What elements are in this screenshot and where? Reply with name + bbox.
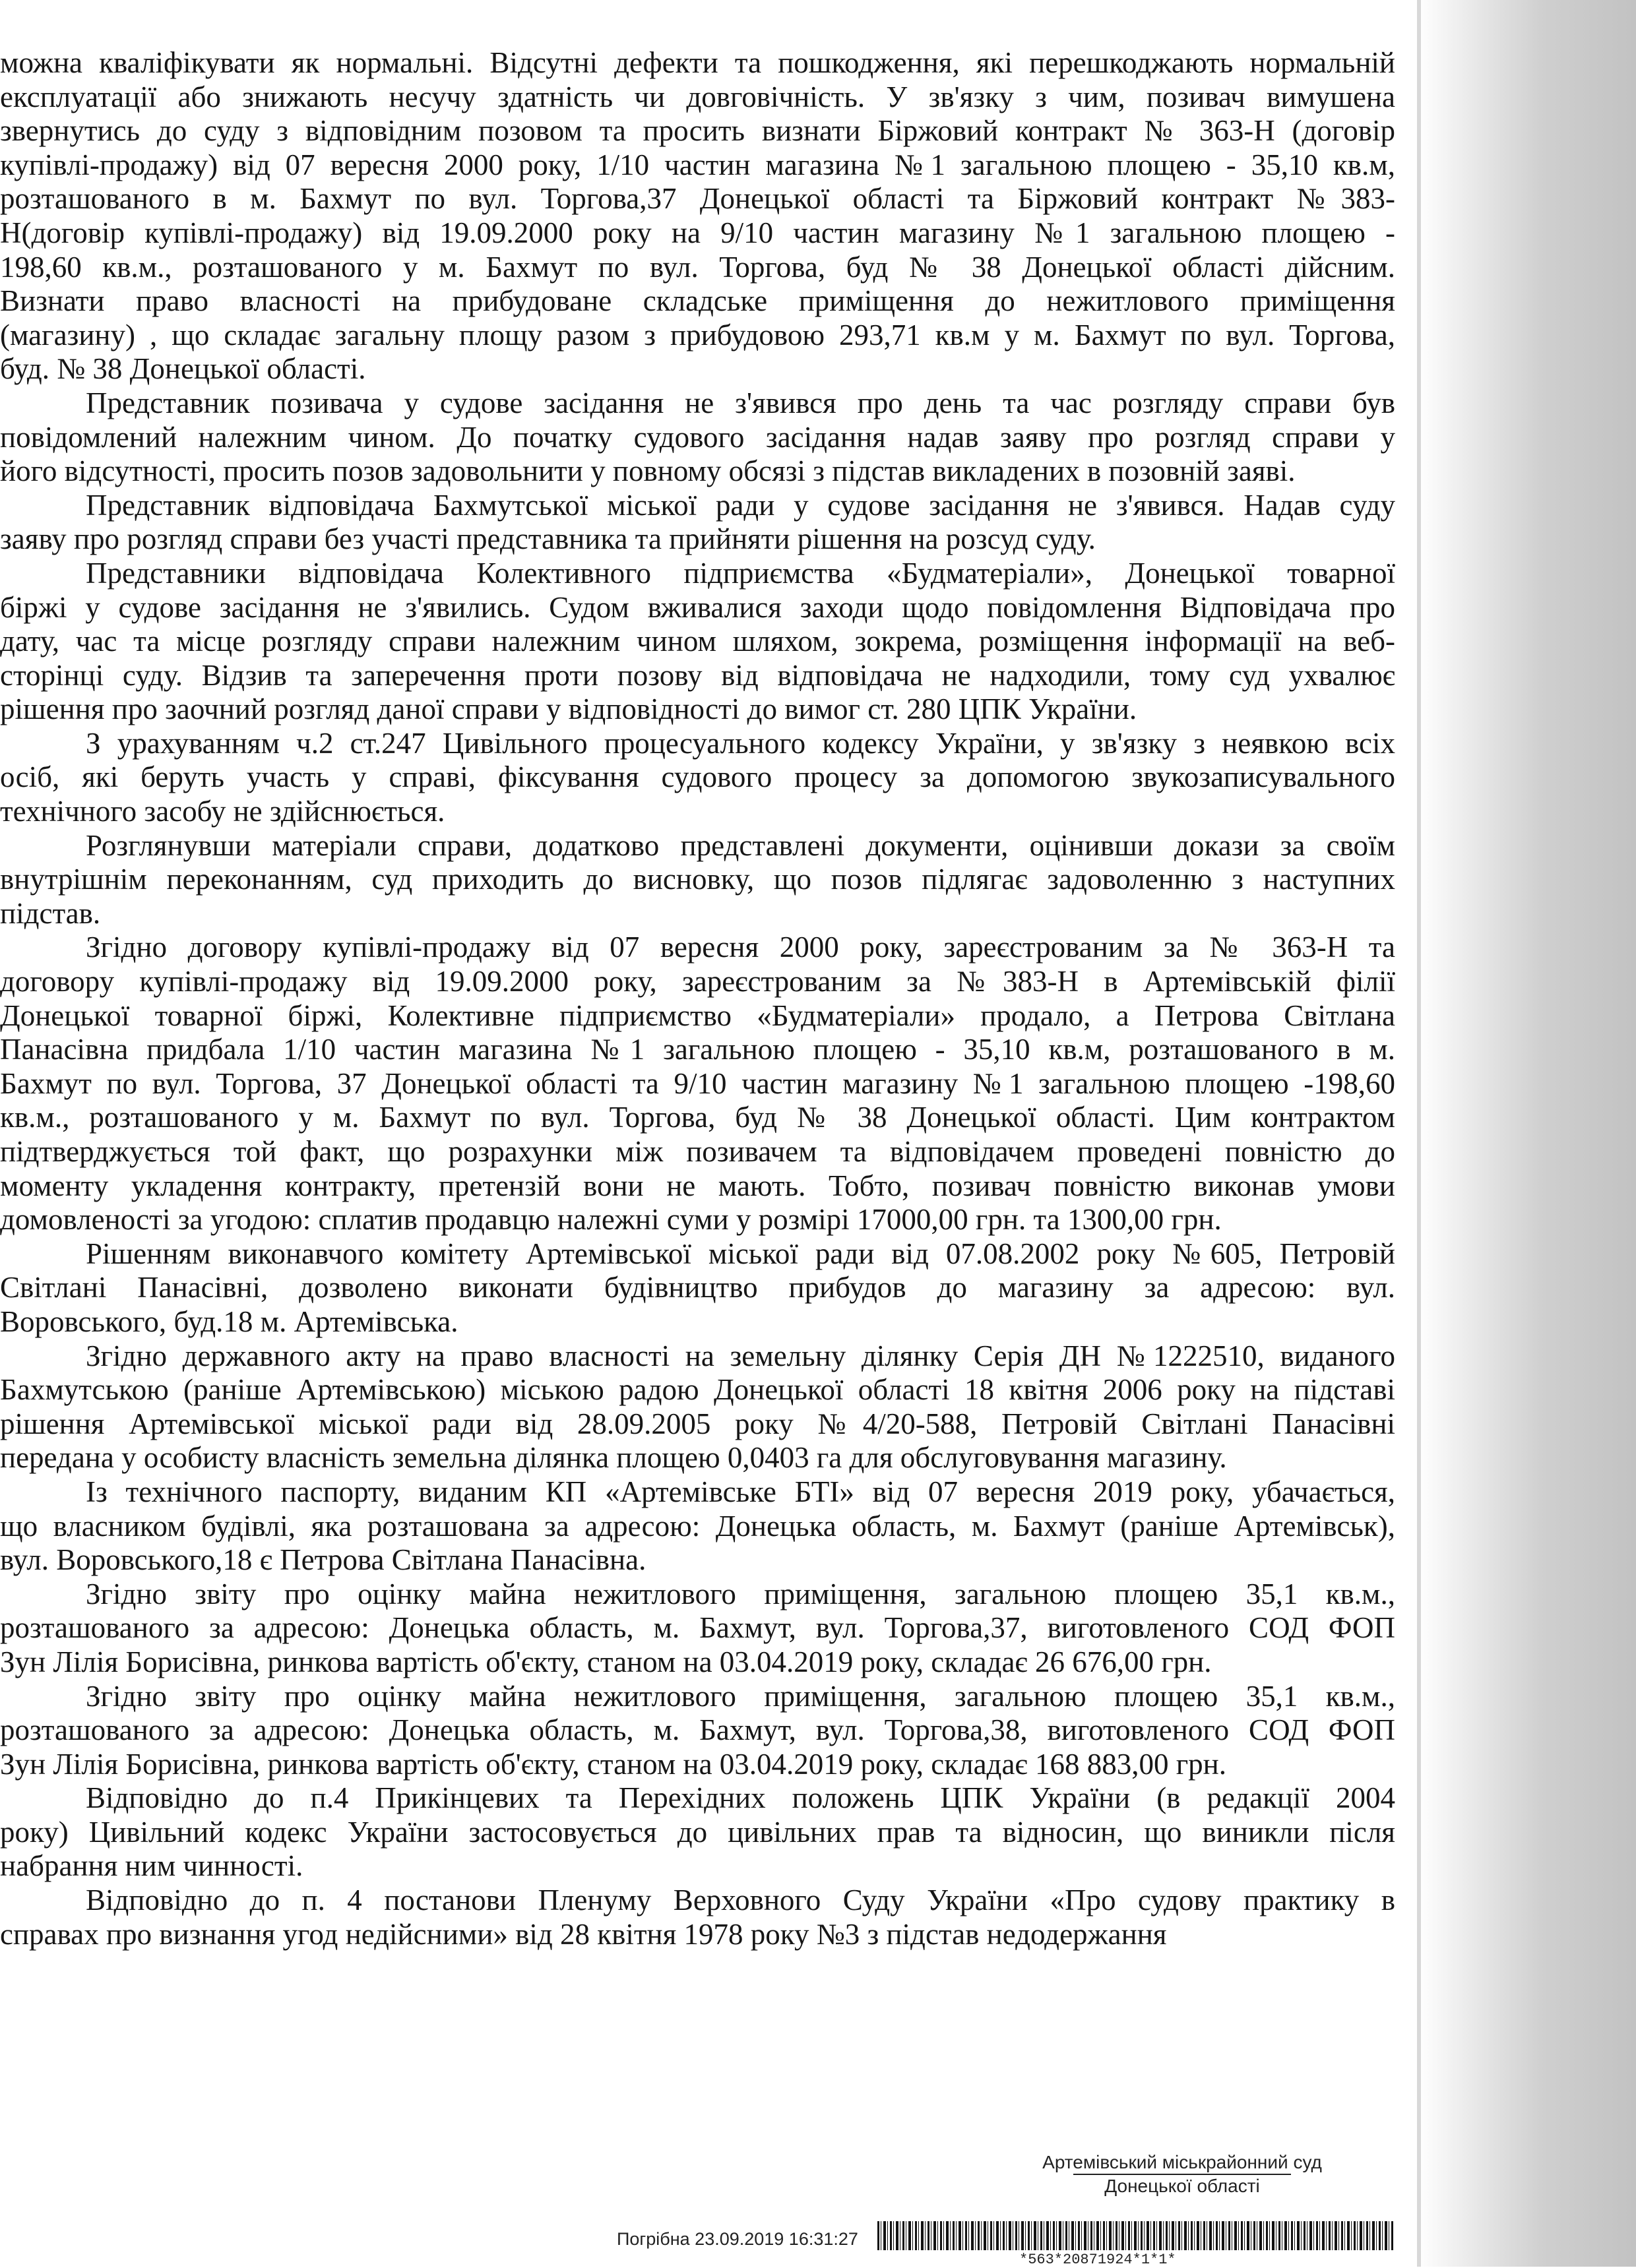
text-line: розташованого за адресою: Донецька область, м. Бахмут, вул. Торгова,38, виготовленого СОД ФОП [0,1713,1395,1747]
barcode [877,2221,1393,2250]
paragraph [0,727,1395,829]
text-line: кв.м., розташованого у м. Бахмут по вул. Торгова, буд № 38 Донецької області. Цим контрактом [0,1101,1395,1134]
text-line: моменту укладення контракту, претензій вони не мають. Тобто, позивач повністю виконав умови [0,1169,1395,1202]
text-line: Донецької товарної біржі, Колективне підприємство «Будматеріали» продало, а Петрова Світлана [0,998,1395,1032]
paragraph [0,931,1395,1237]
court-footer [971,2151,1393,2197]
text-line: Із технічного паспорту, виданим КП «Артемівське БТІ» від 07 вересня 2019 року, убачається, [86,1475,1395,1508]
text-line: підтверджується той факт, що розрахунки між позивачем та відповідачем проведені повністю до [0,1135,1395,1168]
text-line: Згідно звіту про оцінку майна нежитлового приміщення, загальною площею 35,1 кв.м., [86,1577,1395,1610]
text-line: Зун Лілія Борисівна, ринкова вартість об'єкту, станом на 03.04.2019 року, складає 26 676,00 грн. [0,1645,1212,1678]
text-line: Представники відповідача Колективного підприємства «Будматеріали», Донецької товарної [86,556,1395,590]
text-line: рішення про заочний розгляд даної справи у відповідності до вимог ст. 280 ЦПК України. [0,692,1137,726]
text-line: набрання ним чинності. [0,1849,303,1883]
text-line: його відсутності, просить позов задовольнити у повному обсязі з підстав викладених в позовній заяві. [0,454,1296,488]
paragraph [0,1781,1395,1884]
paragraph [0,557,1395,727]
paragraph [0,489,1395,557]
text-line: передана у особисту власність земельна ділянка площею 0,0403 га для обслуговування магазину. [0,1441,1227,1475]
text-line: біржі у судове засідання не з'явились. Судом вживалися заходи щодо повідомлення Відповідача про [0,590,1395,624]
text-line: внутрішнім переконанням, суд приходить до висновку, що позов підлягає задоволенню з наступних [0,863,1395,896]
paragraph [0,1578,1395,1680]
scan-page-edge [1417,0,1421,2267]
text-line: купівлі-продажу) від 07 вересня 2000 року, 1/10 частин магазина №1 загальною площею - 35,10 кв.м, [0,148,1395,181]
paragraph [0,386,1395,489]
text-line: Панасівна придбала 1/10 частин магазина №1 загальною площею - 35,10 кв.м, розташованого в м. [0,1033,1395,1066]
text-line: Визнати право власності на прибудоване складське приміщення до нежитлового приміщення [0,284,1395,318]
text-line: технічного засобу не здійснюється. [0,795,445,828]
text-line: Згідно звіту про оцінку майна нежитлового приміщення, загальною площею 35,1 кв.м., [86,1679,1395,1713]
text-line: 198,60 кв.м., розташованого у м. Бахмут по вул. Торгова, буд № 38 Донецької області дійсним. [0,250,1395,284]
text-line: З урахуванням ч.2 ст.247 Цивільного процесуального кодексу України, у зв'язку з неявкою всіх [86,726,1395,760]
text-line: що власником будівлі, яка розташована за адресою: Донецька область, м. Бахмут (раніше Артемівськ), [0,1509,1395,1543]
text-line: розташованого за адресою: Донецька область, м. Бахмут, вул. Торгова,37, виготовленого СОД ФОП [0,1611,1395,1645]
text-line: можна кваліфікувати як нормальні. Відсутні дефекти та пошкодження, які перешкоджають нормальній [0,46,1395,79]
text-line: Відповідно до п.4 Прикінцевих та Перехідних положень ЦПК України (в редакції 2004 [86,1781,1395,1815]
text-line: справах про визнання угод недійсними» від 28 квітня 1978 року №3 з підстав недодержання [0,1917,1167,1951]
text-line: дату, час та місце розгляду справи належним чином шляхом, зокрема, розміщення інформації на веб- [0,625,1395,658]
paragraph [0,1884,1395,1951]
barcode-number: *563*20871924*1*1* [1019,2252,1176,2268]
text-line: домовленості за угодою: сплатив продавцю належні суми у розмірі 17000,00 грн. та 1300,00 грн. [0,1203,1222,1237]
paragraph [0,1237,1395,1339]
text-line: договору купівлі-продажу від 19.09.2000 року, зареєстрованим за №383-Н в Артемівській філії [0,965,1395,998]
paragraph [0,1680,1395,1782]
text-line: Згідно договору купівлі-продажу від 07 вересня 2000 року, зареєстрованим за № 363-Н та [86,931,1395,964]
text-line: розташованого в м. Бахмут по вул. Торгова,37 Донецької області та Біржовий контракт №383- [0,182,1395,216]
text-line: Згідно державного акту на право власності на земельну ділянку Серія ДН №1222510, виданого [86,1339,1395,1372]
registration-stamp: Погрібна 23.09.2019 16:31:27 [617,2229,858,2249]
text-line: Світлані Панасівні, дозволено виконати будівництво прибудов до магазину за адресою: вул. [0,1271,1395,1304]
text-line: Зун Лілія Борисівна, ринкова вартість об'єкту, станом на 03.04.2019 року, складає 168 883,00 грн. [0,1747,1227,1781]
text-line: року) Цивільний кодекс України застосовується до цивільних прав та відносин, що виникли після [0,1815,1395,1849]
text-line: Представник відповідача Бахмутської міської ради у судове засідання не з'явився. Надав суду [86,488,1395,522]
text-line: буд. № 38 Донецької області. [0,352,366,386]
text-line: рішення Артемівської міської ради від 28.09.2005 року №4/20-588, Петровій Світлані Панасівні [0,1407,1395,1440]
paragraph [0,46,1395,386]
document-body [0,46,1395,1951]
text-line: Розглянувши матеріали справи, додатково представлені документи, оцінивши докази за своїм [86,828,1395,862]
text-line: підстав. [0,896,101,930]
text-line: Рішенням виконавчого комітету Артемівської міської ради від 07.08.2002 року №605, Петровій [86,1237,1395,1270]
text-line: Представник позивача у судове засідання не з'явився про день та час розгляду справи був [86,386,1395,419]
text-line: звернутись до суду з відповідним позовом та просить визнати Біржовий контракт № 363-Н (договір [0,114,1395,148]
text-line: Відповідно до п. 4 постанови Пленуму Верховного Суду України «Про судову практику в [86,1884,1395,1917]
paragraph [0,1475,1395,1578]
text-line: вул. Воровського,18 є Петрова Світлана Панасівна. [0,1543,646,1577]
court-name: Артемівський міськрайонний суд [1042,2152,1322,2172]
paragraph [0,1339,1395,1475]
text-line: Н(договір купівлі-продажу) від 19.09.2000 року на 9/10 частин магазину №1 загальною площею - [0,216,1395,249]
paragraph [0,829,1395,931]
text-line: Бахмут по вул. Торгова, 37 Донецької області та 9/10 частин магазину №1 загальною площею -198,60 [0,1066,1395,1100]
text-line: (магазину) , що складає загальну площу разом з прибудовою 293,71 кв.м у м. Бахмут по вул. Торгова, [0,318,1395,352]
text-line: заяву про розгляд справи без участі представника та прийняти рішення на розсуд суду. [0,522,1096,556]
text-line: осіб, які беруть участь у справі, фіксування судового процесу за допомогою звукозаписувального [0,760,1395,794]
text-line: Воровського, буд.18 м. Артемівська. [0,1304,458,1338]
court-region: Донецької області [1073,2174,1291,2197]
text-line: Бахмутською (раніше Артемівською) міською радою Донецької області 18 квітня 2006 року на підставі [0,1373,1395,1407]
text-line: експлуатації або знижають несучу здатність чи довговічність. У зв'язку з чим, позивач вимушена [0,80,1395,113]
text-line: повідомлений належним чином. До початку судового засідання надав заяву про розгляд справи у [0,420,1395,454]
text-line: сторінці суду. Відзив та заперечення проти позову від відповідача не надходили, тому суд ухвалює [0,658,1395,692]
